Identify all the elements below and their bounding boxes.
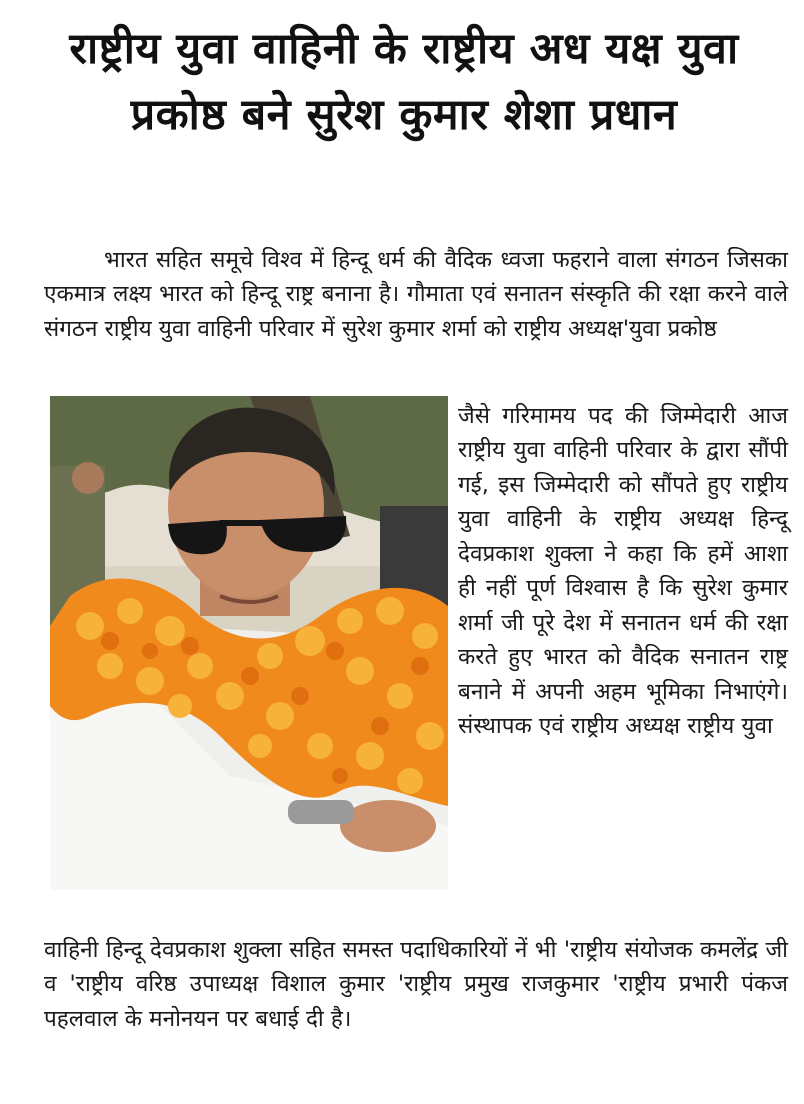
headline: राष्ट्रीय युवा वाहिनी के राष्ट्रीय अध यक्ष युवा प्रकोष्ठ बने सुरेश कुमार शेशा प्रधान: [69, 24, 739, 140]
article-paragraph-closing: वाहिनी हिन्दू देवप्रकाश शुक्ला सहित समस्त पदाधिकारियों नें भी 'राष्ट्रीय संयोजक कमलेंद्र जी व 'राष्ट्रीय वरिष्ठ उपाध्यक्ष विशाल कुमार 'राष्ट्रीय प्रमुख राजकुमार 'राष्ट्रीय प्रभारी पंकज पहलवाल के मनोनयन पर बधाई दी है।: [44, 936, 788, 1032]
news-photo: [50, 396, 448, 890]
article-paragraph-intro: भारत सहित समूचे विश्व में हिन्दू धर्म की वैदिक ध्वजा फहराने वाला संगठन जिसका एकमात्र लक्ष्य भारत को हिन्दू राष्ट्र बनाना है। गौमाता एवं सनातन संस्कृति की रक्षा करने वाले संगठन राष्ट्रीय युवा वाहिनी परिवार में सुरेश कुमार शर्मा को राष्ट्रीय अध्यक्ष'युवा प्रकोष्ठ: [44, 246, 788, 342]
photo-illustration: [50, 396, 448, 890]
article-paragraph-beside-photo: जैसे गरिमामय पद की जिम्मेदारी आज राष्ट्रीय युवा वाहिनी परिवार के द्वारा सौंपी गई, इस जिम्मेदारी को सौंपते हुए राष्ट्रीय युवा वाहिनी के राष्ट्रीय अध्यक्ष हिन्दू देवप्रकाश शुक्ला ने कहा कि हमें आशा ही नहीं पूर्ण विश्वास है कि सुरेश कुमार शर्मा जी पूरे देश में सनातन धर्म की रक्षा करते हुए भारत को वैदिक सनातन राष्ट्र बनाने में अपनी अहम भूमिका निभाएंगे। संस्थापक एवं राष्ट्रीय अध्यक्ष राष्ट्रीय युवा: [458, 402, 788, 739]
